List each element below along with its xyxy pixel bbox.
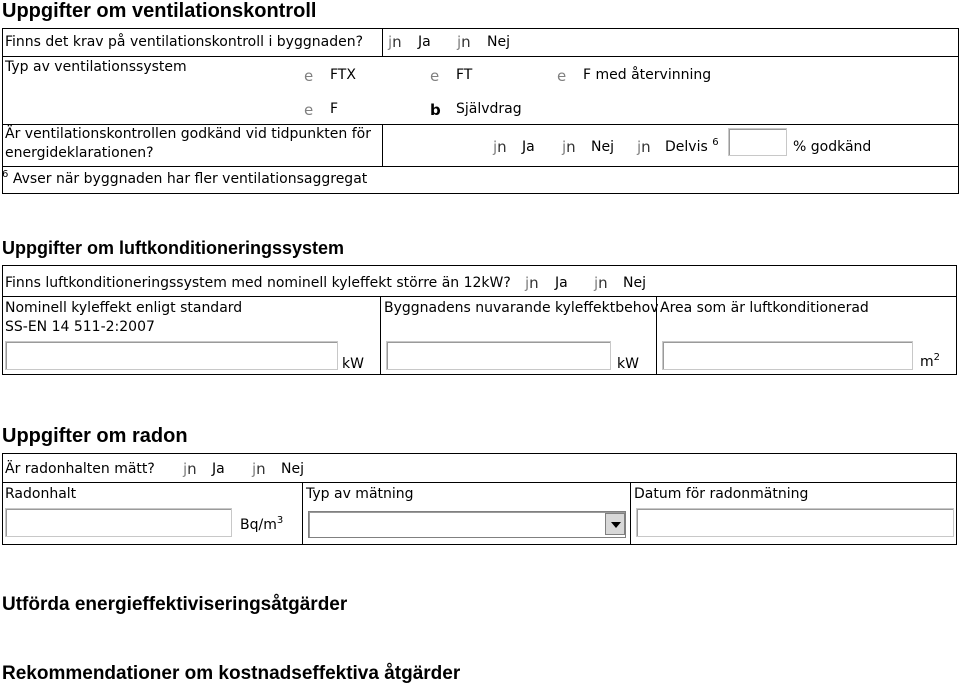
footnote-mark: 6 (712, 137, 719, 148)
option-ft: FT (456, 67, 473, 83)
cooling-demand-input[interactable] (386, 341, 611, 370)
divider (630, 482, 631, 545)
radio-label-nej: Nej (487, 34, 510, 50)
unit-kw: kW (617, 356, 639, 372)
divider (2, 56, 959, 57)
ventilation-title: Uppgifter om ventilationskontroll (2, 0, 317, 22)
measures-title: Utförda energieffektiviseringsåtgärder (2, 594, 348, 615)
radio-icon[interactable]: jn (525, 274, 539, 292)
option-ftx: FTX (330, 67, 356, 83)
ac-title: Uppgifter om luftkonditioneringssystem (2, 238, 345, 258)
unit-m2: $m^2$ (920, 352, 941, 370)
ventilation-type-label: Typ av ventilationssystem (5, 59, 187, 75)
radio-label-ja: Ja (212, 461, 225, 477)
measurement-type-select[interactable] (308, 511, 626, 538)
radio-label-ja: Ja (418, 34, 431, 50)
ac-col3-header: Area som är luftkonditionerad (660, 300, 869, 316)
ventilation-approved-question-line2: energideklarationen? (5, 145, 154, 161)
divider (2, 166, 959, 167)
checkbox-icon[interactable]: e (430, 67, 440, 85)
ac-col2-header: Byggnadens nuvarande kyleffektbehov (384, 300, 659, 316)
checkbox-icon[interactable]: e (304, 101, 314, 119)
option-f: F (330, 101, 339, 117)
checkbox-icon[interactable]: e (557, 67, 567, 85)
radio-icon[interactable]: jn (388, 33, 402, 51)
divider (2, 482, 957, 483)
radio-label-nej: Nej (623, 275, 646, 291)
radio-label-nej: Nej (591, 139, 614, 155)
ventilation-approved-question-line1: Är ventilationskontrollen godkänd vid tidpunkten för (5, 126, 371, 142)
unit-bq-m3: $Bq/m^3$ (240, 515, 284, 533)
measurement-date-input[interactable] (636, 508, 954, 537)
percent-approved-input[interactable] (728, 128, 787, 156)
ac-col1-header-line2: SS-EN 14 511-2:2007 (5, 319, 155, 335)
divider (2, 296, 957, 297)
divider (382, 124, 383, 166)
option-sjalvdrag: Självdrag (456, 101, 522, 117)
ac-question: Finns luftkonditioneringssystem med nominell kyleffekt större än 12kW? (5, 275, 511, 291)
radio-icon[interactable]: jn (457, 33, 471, 51)
radio-icon[interactable]: jn (594, 274, 608, 292)
dropdown-arrow-icon[interactable] (605, 513, 625, 535)
radio-icon[interactable]: jn (183, 460, 197, 478)
radio-icon[interactable]: jn (252, 460, 266, 478)
ventilation-required-question: Finns det krav på ventilationskontroll i byggnaden? (5, 34, 363, 50)
radio-label-ja: Ja (522, 139, 535, 155)
radon-title: Uppgifter om radon (2, 425, 188, 447)
percent-approved-label: % godkänd (793, 139, 872, 155)
radio-label-delvis: Delvis $^6$ (665, 137, 719, 155)
measurement-type-header: Typ av mätning (306, 486, 414, 502)
option-f-med-atervinning: F med återvinning (583, 67, 712, 83)
radio-label-nej: Nej (281, 461, 304, 477)
checkbox-icon[interactable]: e (304, 67, 314, 85)
radon-level-header: Radonhalt (5, 486, 77, 502)
radio-icon[interactable]: jn (637, 138, 651, 156)
radio-label-ja: Ja (555, 275, 568, 291)
conditioned-area-input[interactable] (662, 341, 913, 370)
radon-question: Är radonhalten mätt? (5, 461, 155, 477)
radio-icon[interactable]: jn (562, 138, 576, 156)
divider (302, 482, 303, 545)
checkbox-checked-icon[interactable]: b (430, 101, 441, 119)
unit-kw: kW (342, 356, 364, 372)
divider (380, 296, 381, 375)
divider (382, 28, 383, 56)
nominal-cooling-input[interactable] (5, 341, 338, 370)
recommendations-title: Rekommendationer om kostnadseffektiva åtgärder (2, 663, 461, 684)
ac-col1-header-line1: Nominell kyleffekt enligt standard (5, 300, 243, 316)
radon-level-input[interactable] (5, 508, 232, 537)
radio-icon[interactable]: jn (493, 138, 507, 156)
measurement-date-header: Datum för radonmätning (634, 486, 809, 502)
ventilation-footnote: $^6$ Avser när byggnaden har fler ventilationsaggregat (2, 169, 368, 187)
divider (2, 124, 959, 125)
